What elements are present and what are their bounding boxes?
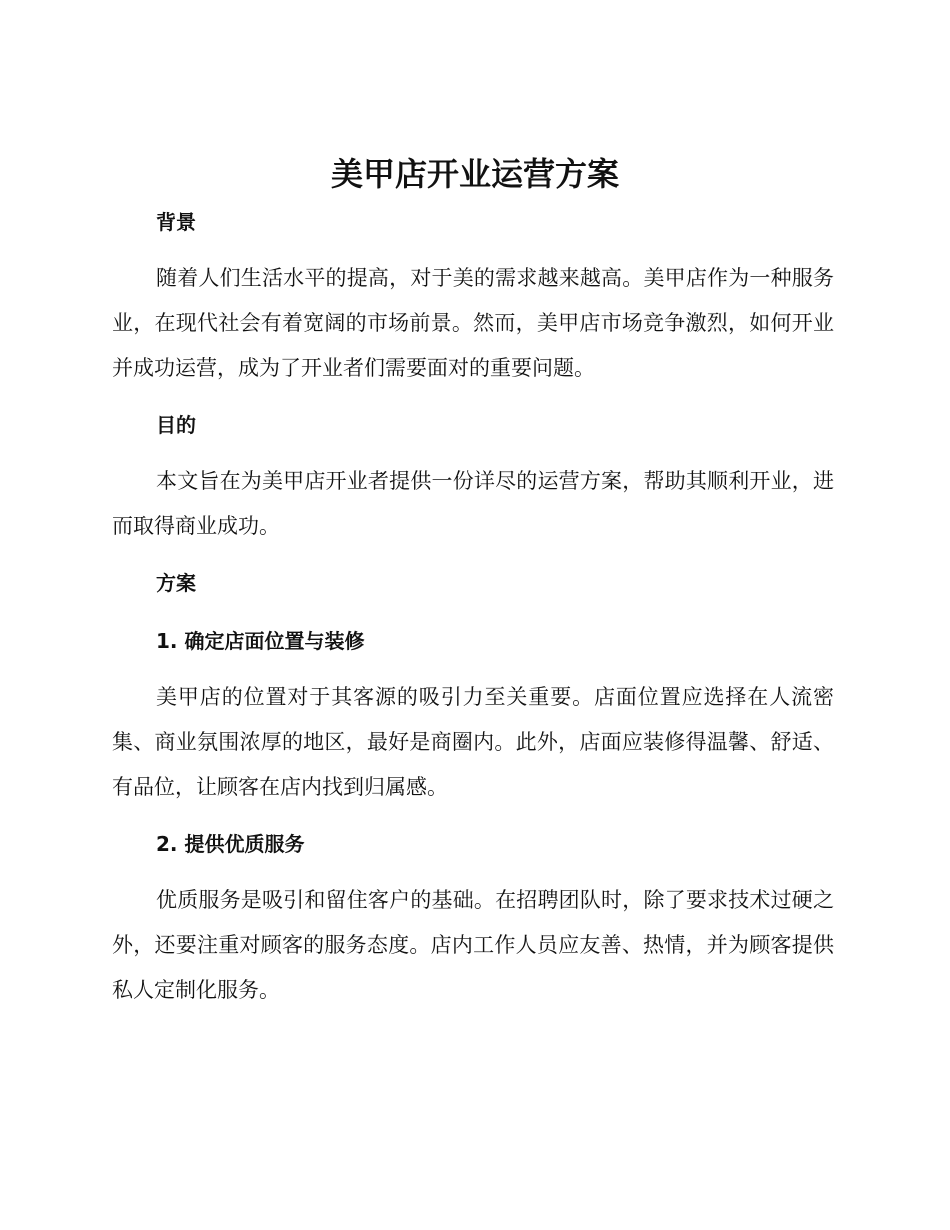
section-text-background: 随着人们生活水平的提高，对于美的需求越来越高。美甲店作为一种服务业，在现代社会有着宽阔的市场前景。然而，美甲店市场竞争激烈，如何开业并成功运营，成为了开业者们需要面对的重要问题。 <box>112 266 834 380</box>
document-body <box>112 198 834 1013</box>
section-heading-location: 1. 确定店面位置与装修 <box>156 629 365 653</box>
section-heading-background: 背景 <box>156 210 196 234</box>
section-heading-plan: 方案 <box>156 571 196 595</box>
document-title: 美甲店开业运营方案 <box>330 155 619 193</box>
section-text-purpose: 本文旨在为美甲店开业者提供一份详尽的运营方案，帮助其顺利开业，进而取得商业成功。 <box>112 469 834 538</box>
section-text-service: 优质服务是吸引和留住客户的基础。在招聘团队时，除了要求技术过硬之外，还要注重对顾客的服务态度。店内工作人员应友善、热情，并为顾客提供私人定制化服务。 <box>112 888 834 1002</box>
section-text-location: 美甲店的位置对于其客源的吸引力至关重要。店面位置应选择在人流密集、商业氛围浓厚的地区，最好是商圈内。此外，店面应装修得温馨、舒适、有品位，让顾客在店内找到归属感。 <box>112 685 834 799</box>
section-heading-service: 2. 提供优质服务 <box>156 832 305 856</box>
section-heading-purpose: 目的 <box>156 413 196 437</box>
